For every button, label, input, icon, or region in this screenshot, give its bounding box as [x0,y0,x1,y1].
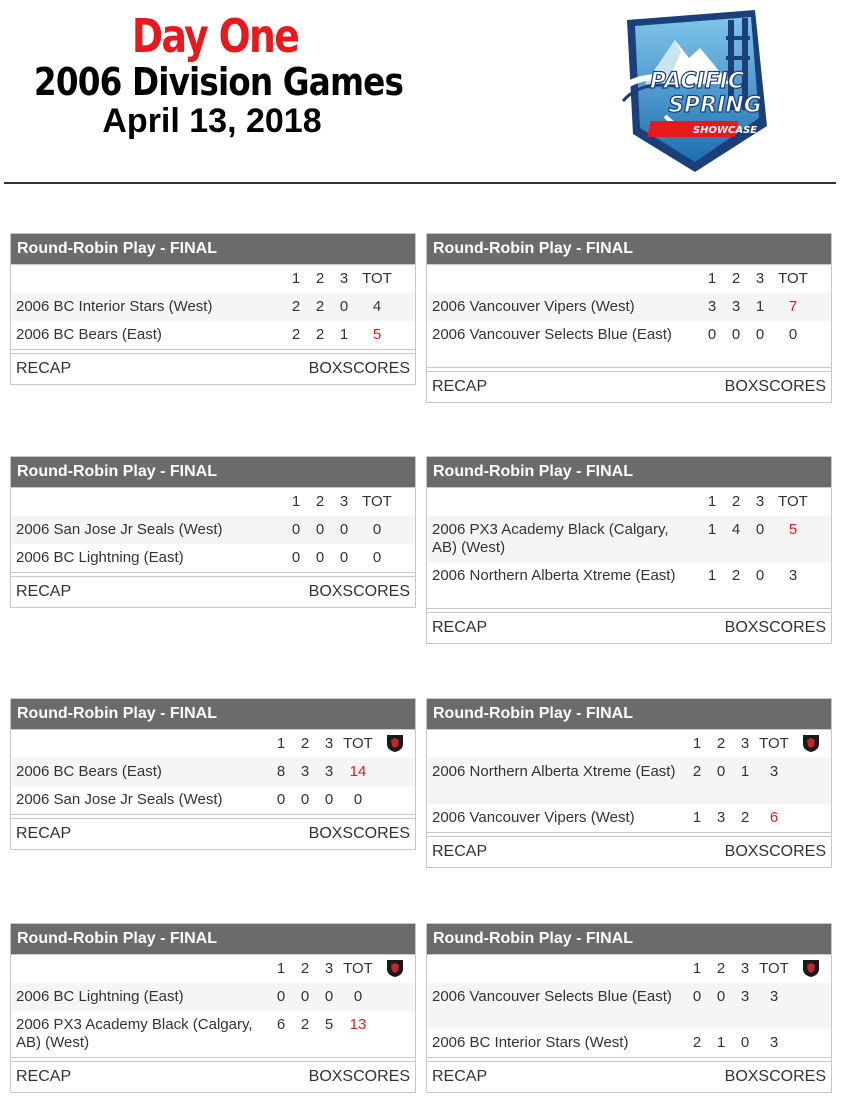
game-card [10,923,416,1093]
team-row [11,321,415,349]
team-total-score: 0 [372,549,382,566]
team-total-score: 0 [788,326,798,343]
period-score-p2: 0 [300,791,310,808]
period-score-p3: 3 [740,988,750,1005]
period-header-p2: 2 [315,270,325,287]
logo-line2: SPRING [668,93,762,118]
period-score-p2: 0 [731,326,741,343]
team-total-score: 3 [769,1034,779,1051]
game-card [10,456,416,608]
recap-link[interactable]: RECAP [432,1068,488,1085]
division-title: 2006 Division Games [33,60,404,104]
recap-link[interactable]: RECAP [432,378,488,395]
game-status-header: Round-Robin Play - FINAL [427,924,831,954]
period-score-p3: 3 [324,763,334,780]
header-divider [4,182,836,184]
scoreboard-table [11,729,415,815]
scoreboard-header-row [11,730,415,758]
team-total-score: 3 [788,567,798,584]
period-score-p1: 0 [707,326,717,343]
team-total-score: 4 [372,298,382,315]
team-total-score: 3 [769,988,779,1005]
scoreboard-header-row [427,488,831,516]
team-total-score: 0 [353,988,363,1005]
total-header: TOT [778,493,808,510]
game-links [427,612,831,643]
period-header-p3: 3 [324,735,334,752]
game-status-header: Round-Robin Play - FINAL [427,457,831,487]
recap-link[interactable]: RECAP [16,1068,72,1085]
logo-line1: PACIFIC [649,69,745,94]
team-name: 2006 Vancouver Selects Blue (East) [432,988,672,1005]
period-score-p1: 8 [276,763,286,780]
scoreboard-header-row [11,955,415,983]
logo-line3: SHOWCASE [692,125,758,136]
team-name: 2006 BC Bears (East) [16,326,162,343]
period-header-p2: 2 [716,735,726,752]
team-row [11,516,415,544]
game-links [427,836,831,867]
scoreboard-header-row [427,955,831,983]
game-status-header: Round-Robin Play - FINAL [11,234,415,264]
team-total-score: 14 [349,763,367,780]
period-header-p1: 1 [692,960,702,977]
game-links [11,818,415,849]
recap-link[interactable]: RECAP [432,843,488,860]
period-score-p3: 0 [339,298,349,315]
period-score-p3: 0 [324,791,334,808]
period-header-p1: 1 [291,493,301,510]
game-links [427,371,831,402]
team-name: 2006 BC Interior Stars (West) [16,298,213,315]
period-score-p2: 2 [315,298,325,315]
boxscores-link[interactable]: BOXSCORES [308,1068,410,1085]
period-score-p3: 1 [339,326,349,343]
team-name: 2006 BC Interior Stars (West) [432,1034,629,1051]
period-header-p1: 1 [276,735,286,752]
period-score-p1: 2 [692,763,702,780]
period-header-p3: 3 [339,270,349,287]
period-score-p1: 0 [291,521,301,538]
game-links [11,1061,415,1092]
team-name: 2006 PX3 Academy Black (Calgary, AB) (West) [16,1016,253,1051]
boxscores-link[interactable]: BOXSCORES [308,825,410,842]
game-status-header: Round-Robin Play - FINAL [427,234,831,264]
recap-link[interactable]: RECAP [432,619,488,636]
period-header-p1: 1 [692,735,702,752]
team-shield-icon [386,733,404,753]
game-status-header: Round-Robin Play - FINAL [11,924,415,954]
recap-link[interactable]: RECAP [16,583,72,600]
game-card [426,456,832,644]
period-header-p2: 2 [300,960,310,977]
date-title: April 13, 2018 [102,102,322,140]
period-score-p3: 0 [740,1034,750,1051]
period-header-p2: 2 [300,735,310,752]
period-score-p1: 2 [291,298,301,315]
game-card [426,698,832,868]
scoreboard-table [11,954,415,1058]
period-header-p3: 3 [755,493,765,510]
period-score-p1: 2 [291,326,301,343]
period-score-p2: 0 [716,988,726,1005]
boxscores-link[interactable]: BOXSCORES [308,583,410,600]
period-score-p2: 0 [300,988,310,1005]
game-status-header: Round-Robin Play - FINAL [11,457,415,487]
period-score-p1: 1 [707,567,717,584]
period-score-p1: 0 [291,549,301,566]
boxscores-link[interactable]: BOXSCORES [724,1068,826,1085]
team-name: 2006 PX3 Academy Black (Calgary, AB) (West) [432,521,669,556]
period-score-p2: 2 [315,326,325,343]
period-score-p2: 0 [315,549,325,566]
team-shield-icon [802,733,820,753]
period-score-p1: 0 [692,988,702,1005]
period-header-p2: 2 [731,493,741,510]
period-score-p3: 0 [755,521,765,538]
team-name: 2006 Northern Alberta Xtreme (East) [432,763,676,780]
recap-link[interactable]: RECAP [16,825,72,842]
team-total-score: 0 [353,791,363,808]
game-links [11,576,415,607]
game-card [426,923,832,1093]
period-score-p3: 2 [740,809,750,826]
team-row [427,804,831,832]
scoreboard-table [427,729,831,833]
game-status-header: Round-Robin Play - FINAL [11,699,415,729]
period-header-p1: 1 [276,960,286,977]
team-row [11,1011,415,1057]
period-score-p2: 0 [315,521,325,538]
total-header: TOT [343,735,373,752]
period-header-p3: 3 [339,493,349,510]
period-score-p1: 1 [707,521,717,538]
team-total-score: 5 [788,521,798,538]
period-header-p3: 3 [755,270,765,287]
team-row [427,516,831,562]
team-row [11,983,415,1011]
team-name: 2006 Northern Alberta Xtreme (East) [432,567,676,584]
total-header: TOT [362,270,392,287]
team-name: 2006 San Jose Jr Seals (West) [16,791,223,808]
team-row [11,544,415,572]
period-header-p3: 3 [740,735,750,752]
pacific-spring-showcase-logo [605,6,780,176]
period-header-p2: 2 [315,493,325,510]
total-header: TOT [759,735,789,752]
period-score-p3: 0 [339,549,349,566]
team-name: 2006 Vancouver Vipers (West) [432,809,635,826]
team-name: 2006 Vancouver Selects Blue (East) [432,326,672,343]
period-score-p2: 0 [716,763,726,780]
scoreboard-table [11,264,415,350]
game-card [426,233,832,403]
period-score-p1: 3 [707,298,717,315]
period-score-p2: 4 [731,521,741,538]
period-score-p1: 6 [276,1016,286,1033]
boxscores-link[interactable]: BOXSCORES [724,619,826,636]
day-title: Day One [131,9,299,63]
period-score-p3: 1 [740,763,750,780]
period-score-p1: 0 [276,988,286,1005]
team-row [427,1029,831,1057]
boxscores-link[interactable]: BOXSCORES [308,360,410,377]
period-header-p3: 3 [324,960,334,977]
team-row [11,758,415,786]
team-total-score: 3 [769,763,779,780]
period-score-p1: 1 [692,809,702,826]
game-links [427,1061,831,1092]
team-total-score: 7 [788,298,798,315]
scoreboard-header-row [427,730,831,758]
game-card [10,698,416,850]
period-header-p2: 2 [731,270,741,287]
period-score-p3: 0 [755,326,765,343]
team-shield-icon [386,958,404,978]
period-header-p1: 1 [291,270,301,287]
period-score-p2: 2 [731,567,741,584]
recap-link[interactable]: RECAP [16,360,72,377]
period-score-p3: 1 [755,298,765,315]
team-row [427,321,831,367]
game-status-header: Round-Robin Play - FINAL [427,699,831,729]
team-row [427,983,831,1029]
team-total-score: 5 [372,326,382,343]
period-score-p3: 0 [324,988,334,1005]
period-score-p2: 3 [300,763,310,780]
team-row [427,562,831,608]
team-total-score: 13 [349,1016,367,1033]
period-score-p3: 5 [324,1016,334,1033]
period-header-p2: 2 [716,960,726,977]
period-score-p2: 1 [716,1034,726,1051]
total-header: TOT [343,960,373,977]
team-row [427,758,831,804]
page-header [0,0,847,185]
team-total-score: 0 [372,521,382,538]
team-name: 2006 San Jose Jr Seals (West) [16,521,223,538]
total-header: TOT [778,270,808,287]
period-score-p3: 0 [339,521,349,538]
scoreboard-header-row [11,265,415,293]
team-row [11,293,415,321]
period-score-p2: 3 [731,298,741,315]
team-name: 2006 BC Bears (East) [16,763,162,780]
team-name: 2006 BC Lightning (East) [16,549,184,566]
total-header: TOT [362,493,392,510]
period-score-p1: 0 [276,791,286,808]
period-score-p2: 3 [716,809,726,826]
scoreboard-header-row [427,265,831,293]
team-row [427,293,831,321]
game-links [11,353,415,384]
scoreboard-table [427,264,831,368]
period-score-p2: 2 [300,1016,310,1033]
team-name: 2006 BC Lightning (East) [16,988,184,1005]
team-name: 2006 Vancouver Vipers (West) [432,298,635,315]
scoreboard-header-row [11,488,415,516]
scoreboard-table [427,487,831,609]
period-header-p3: 3 [740,960,750,977]
team-shield-icon [802,958,820,978]
scoreboard-table [427,954,831,1058]
period-header-p1: 1 [707,493,717,510]
period-score-p3: 0 [755,567,765,584]
game-card [10,233,416,385]
total-header: TOT [759,960,789,977]
team-row [11,786,415,814]
team-total-score: 6 [769,809,779,826]
period-header-p1: 1 [707,270,717,287]
boxscores-link[interactable]: BOXSCORES [724,843,826,860]
boxscores-link[interactable]: BOXSCORES [724,378,826,395]
scoreboard-table [11,487,415,573]
period-score-p1: 2 [692,1034,702,1051]
